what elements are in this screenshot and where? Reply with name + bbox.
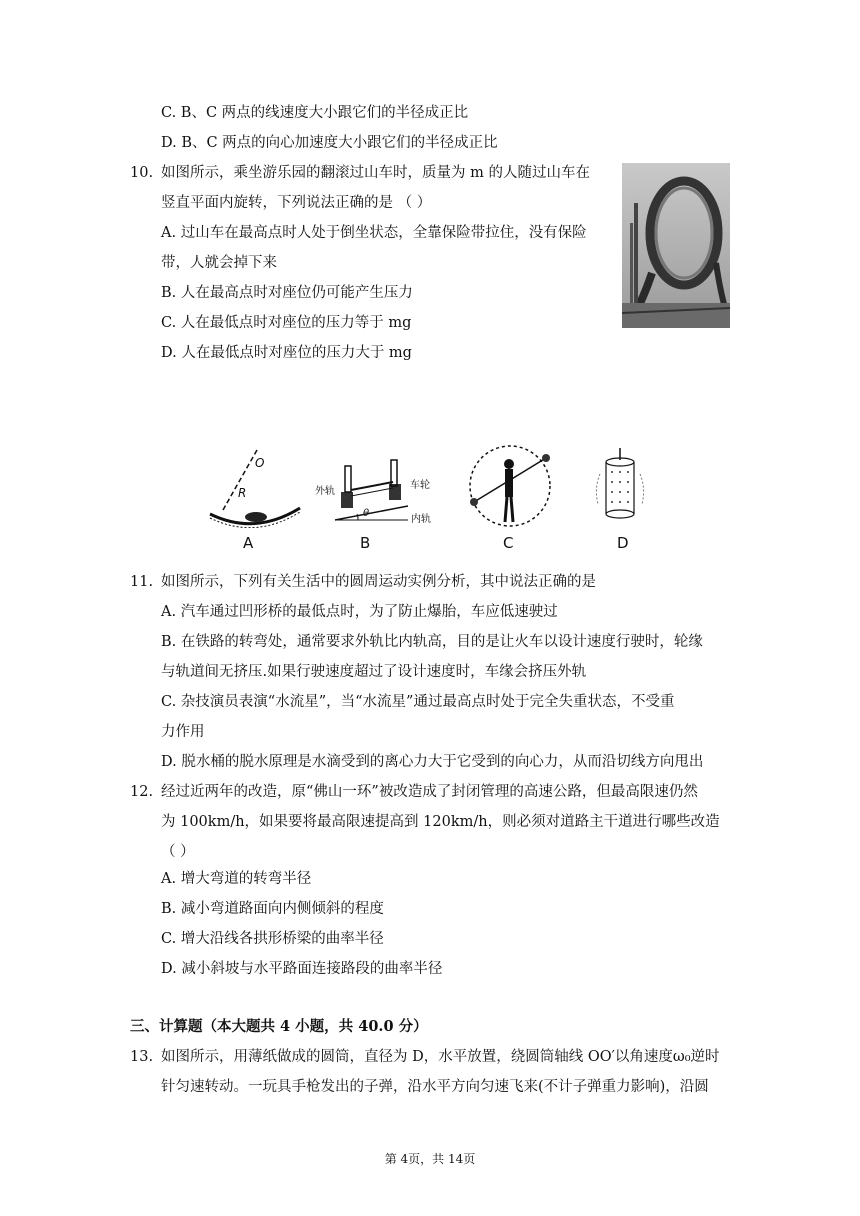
circular-motion-figures — [205, 448, 655, 558]
q11-option-c-line2: 力作用 — [161, 724, 205, 740]
roller-coaster-photo — [622, 163, 730, 328]
figure-a-label-o: O — [255, 456, 265, 470]
figure-d-caption: D — [617, 534, 629, 552]
q10-option-d: D. 人在最低点时对座位的压力大于 mg — [161, 345, 412, 361]
q12-number: 12. — [130, 784, 154, 800]
q13-stem-line2: 针匀速转动。一玩具手枪发出的子弹，沿水平方向匀速飞来(不计子弹重力影响)，沿圆 — [161, 1079, 709, 1095]
q11-option-d: D. 脱水桶的脱水原理是水滴受到的离心力大于它受到的向心力，从而沿切线方向甩出 — [161, 754, 704, 770]
q12-option-b: B. 减小弯道路面向内侧倾斜的程度 — [161, 901, 384, 917]
q10-number: 10. — [130, 165, 154, 181]
q10-option-a-line1: A. 过山车在最高点时人处于倒坐状态，全靠保险带拉住，没有保险 — [161, 225, 587, 241]
figure-b-label-outer-rail: 外轨 — [315, 486, 335, 497]
q10-option-b: B. 人在最高点时对座位仍可能产生压力 — [161, 285, 413, 301]
q12-option-c: C. 增大沿线各拱形桥梁的曲率半径 — [161, 931, 384, 947]
q10-stem-line2: 竖直平面内旋转，下列说法正确的是 （ ） — [161, 195, 432, 211]
q11-stem: 如图所示，下列有关生活中的圆周运动实例分析，其中说法正确的是 — [161, 574, 596, 590]
q10-stem-line1: 如图所示，乘坐游乐园的翻滚过山车时，质量为 m 的人随过山车在 — [161, 165, 590, 181]
q11-option-c-line1: C. 杂技演员表演“水流星”，当“水流星”通过最高点时处于完全失重状态，不受重 — [161, 694, 675, 710]
q12-stem-line3: （ ） — [161, 844, 195, 860]
q11-option-a: A. 汽车通过凹形桥的最低点时，为了防止爆胎，车应低速驶过 — [161, 604, 558, 620]
q11-number: 11. — [130, 574, 154, 590]
figure-a-label-r: R — [238, 486, 247, 500]
q11-option-b-line1: B. 在铁路的转弯处，通常要求外轨比内轨高，目的是让火车以设计速度行驶时，轮缘 — [161, 634, 703, 650]
figure-b-label-wheel: 车轮 — [410, 480, 430, 491]
q10-option-a-line2: 带，人就会掉下来 — [161, 255, 277, 271]
figure-c-caption: C — [503, 534, 514, 552]
q12-stem-line2: 为 100km/h，如果要将最高限速提高到 120km/h，则必须对道路主干道进行哪些改造 — [161, 814, 720, 830]
q13-stem-line1: 如图所示，用薄纸做成的圆筒，直径为 D，水平放置，绕圆筒轴线 OO′以角速度ω₀逆时 — [161, 1049, 720, 1065]
q12-option-d: D. 减小斜坡与水平路面连接路段的曲率半径 — [161, 961, 443, 977]
q11-option-b-line2: 与轨道间无挤压.如果行驶速度超过了设计速度时，车缘会挤压外轨 — [161, 664, 587, 680]
figure-a-caption: A — [243, 534, 254, 552]
q9-option-d: D. B、C 两点的向心加速度大小跟它们的半径成正比 — [161, 135, 498, 151]
q12-stem-line1: 经过近两年的改造，原“佛山一环”被改造成了封闭管理的高速公路，但最高限速仍然 — [161, 784, 698, 800]
figure-d-spin-dryer — [590, 448, 650, 528]
q12-option-a: A. 增大弯道的转弯半径 — [161, 871, 312, 887]
figure-c-water-meteor — [460, 444, 560, 528]
q9-option-c: C. B、C 两点的线速度大小跟它们的半径成正比 — [161, 105, 469, 121]
section-heading: 三、计算题（本大题共 4 小题，共 40.0 分） — [130, 1018, 428, 1035]
figure-b-label-theta: θ — [363, 508, 370, 519]
figure-b-label-inner-rail: 内轨 — [411, 514, 431, 525]
page-footer: 第 4页，共 14页 — [384, 1152, 476, 1166]
q10-option-c: C. 人在最低点时对座位的压力等于 mg — [161, 315, 412, 331]
q13-number: 13. — [130, 1049, 154, 1065]
figure-b-caption: B — [360, 534, 371, 552]
